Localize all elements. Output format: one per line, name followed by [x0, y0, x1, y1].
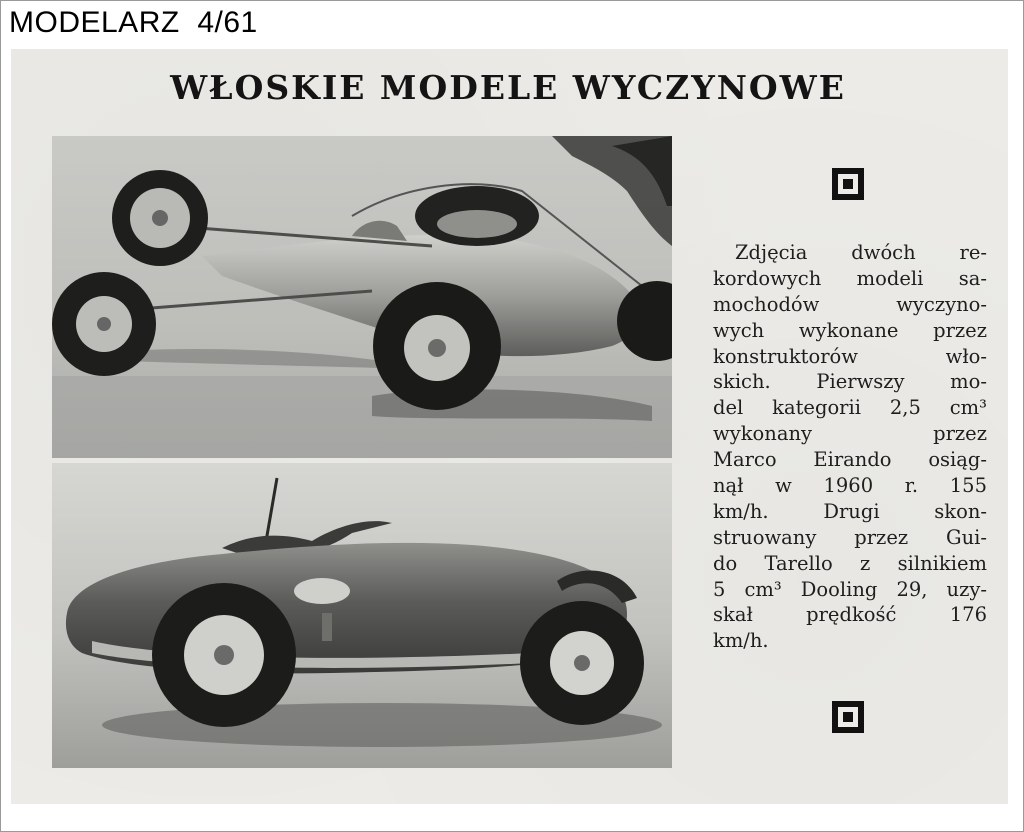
caption-line: Marco Eirando osiąg-	[713, 448, 987, 472]
caption-line: del kategorii 2,5 cm³	[713, 396, 987, 420]
caption-line: kordowych modeli sa-	[713, 266, 987, 290]
caption-line: nął w 1960 r. 155	[713, 474, 987, 498]
caption-line: mochodów wyczyno-	[713, 292, 987, 316]
caption-line: wykonany przez	[713, 422, 987, 446]
caption-line: skich. Pierwszy mo-	[713, 370, 987, 394]
masthead: MODELARZ 4/61	[9, 6, 258, 39]
caption-line: 5 cm³ Dooling 29, uzy-	[713, 577, 987, 601]
square-target-icon	[832, 701, 864, 733]
article-title: WŁOSKIE MODELE WYCZYNOWE	[170, 68, 846, 107]
photo-model-car-1	[52, 136, 672, 458]
photo-model-car-2	[52, 463, 672, 768]
article-caption	[713, 240, 987, 654]
caption-line: struowany przez Gui-	[713, 525, 987, 549]
caption-line: wych wykonane przez	[713, 318, 987, 342]
caption-line: Zdjęcia dwóch re-	[735, 241, 987, 264]
caption-line: skał prędkość 176	[713, 603, 987, 627]
caption-line: konstruktorów wło-	[713, 344, 987, 368]
caption-line: km/h. Drugi skon-	[713, 499, 987, 523]
caption-line: do Tarello z silnikiem	[713, 551, 987, 575]
caption-line: km/h.	[713, 629, 769, 653]
square-target-icon	[832, 168, 864, 200]
